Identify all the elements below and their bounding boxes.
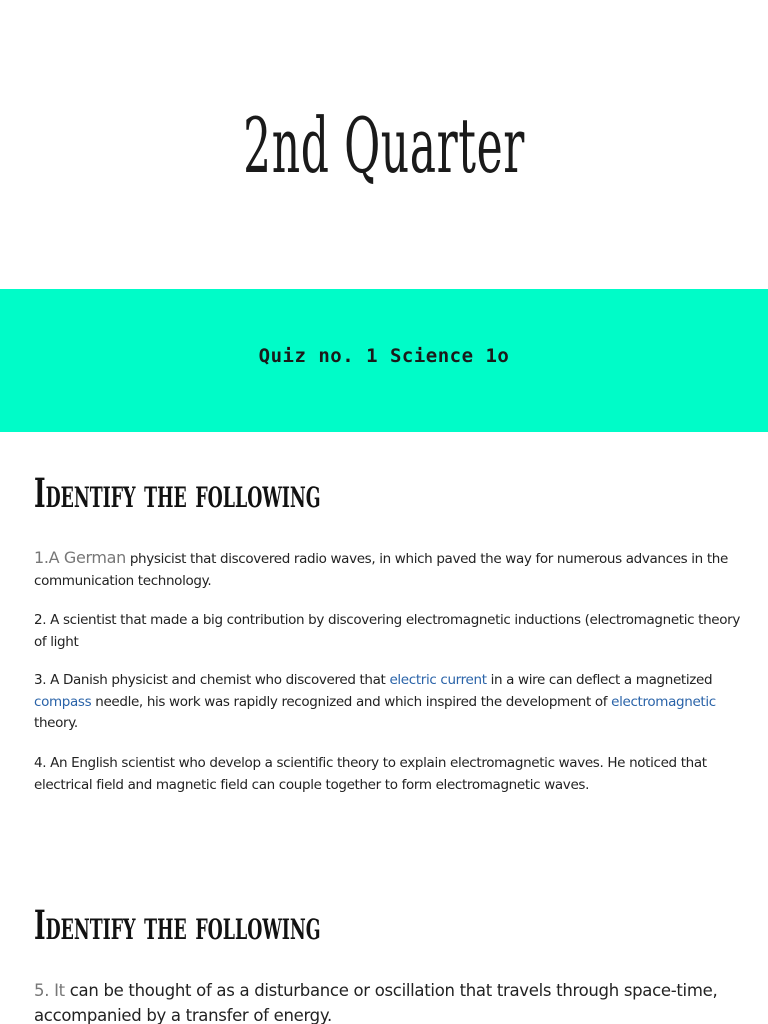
question-4-text: 4. An English scientist who develop a scientific theory to explain electromagnetic waves. He noticed that electrical field and magnetic field can couple together to form electromagnetic waves. [34, 755, 707, 793]
question-2-text: 2. A scientist that made a big contribution by discovering electromagnetic inductions (electromagnetic theory of light [34, 612, 740, 650]
question-3-part1: 3. A Danish physicist and chemist who discovered that [34, 672, 390, 688]
question-3-part4: theory. [34, 715, 78, 731]
question-1-lead: A German [48, 548, 126, 567]
section-heading-2: Identify the following [34, 902, 321, 949]
quiz-banner-text: Quiz no. 1 Science 1o [258, 345, 510, 367]
question-5-number: 5. It [34, 981, 65, 1000]
question-4 [34, 753, 744, 796]
title-slide [0, 0, 768, 289]
question-3-part2: in a wire can deflect a magnetized [486, 672, 713, 688]
question-3-part3: needle, his work was rapidly recognized and which inspired the development of [91, 693, 612, 710]
question-1-text: physicist that discovered radio waves, in which paved the way for numerous advances in the communication technology. [34, 551, 728, 589]
question-5-text: can be thought of as a disturbance or oscillation that travels through space-time, accompanied by a transfer of energy. [34, 981, 718, 1024]
question-3 [34, 670, 744, 735]
link-compass[interactable]: compass [34, 693, 92, 710]
section-identify-1 [34, 470, 744, 518]
quiz-banner [0, 289, 768, 432]
question-2 [34, 610, 744, 653]
section-heading: Identify the following [34, 470, 321, 517]
link-electromagnetic[interactable]: electromagnetic [611, 693, 716, 710]
link-electric-current[interactable]: electric current [389, 672, 487, 688]
section-identify-2 [34, 902, 744, 950]
question-1-number: 1. [34, 548, 49, 567]
question-5 [34, 978, 744, 1024]
page-title: 2nd Quarter [243, 101, 525, 190]
question-1 [34, 547, 744, 592]
